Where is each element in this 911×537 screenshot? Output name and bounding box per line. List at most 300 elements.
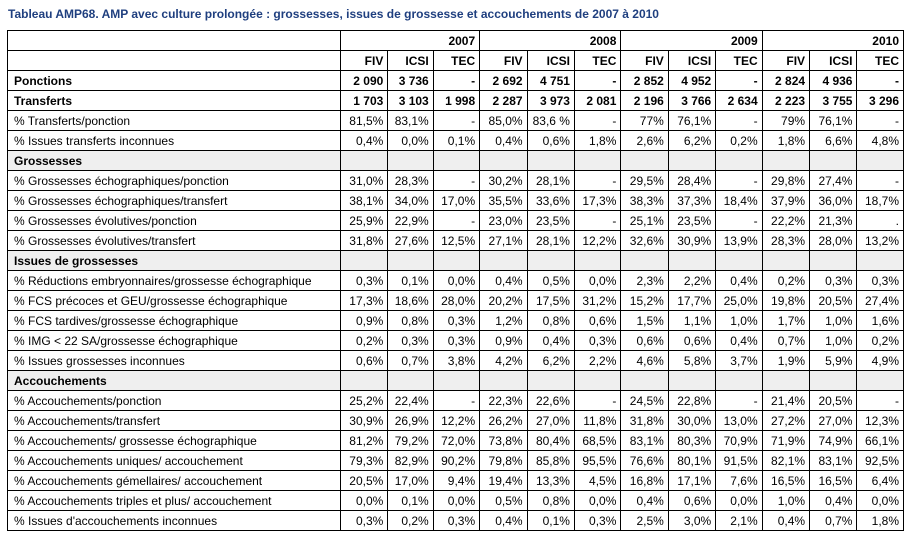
cell-value: - <box>716 391 762 411</box>
row-label: Grossesses <box>8 151 341 171</box>
cell-value: 80,4% <box>527 431 574 451</box>
cell-value: 15,2% <box>621 291 668 311</box>
table-row <box>8 291 904 311</box>
table-row <box>8 131 904 151</box>
technique-header-tec-2008: TEC <box>574 51 620 71</box>
cell-value: 4,5% <box>574 471 620 491</box>
cell-value: 74,9% <box>810 431 857 451</box>
cell-value: 13,9% <box>716 231 762 251</box>
cell-value: 4,9% <box>857 351 904 371</box>
cell-value: 27,2% <box>762 411 809 431</box>
cell-value: 3,7% <box>716 351 762 371</box>
cell-value: 2 634 <box>716 91 762 111</box>
cell-value: 28,3% <box>762 231 809 251</box>
cell-value: 83,1% <box>388 111 433 131</box>
cell-value: 16,5% <box>810 471 857 491</box>
header-corner-2 <box>8 51 341 71</box>
cell-value: 79,8% <box>480 451 527 471</box>
cell-value: 0,0% <box>433 491 479 511</box>
technique-header-fiv-2009: FIV <box>621 51 668 71</box>
cell-value: 80,3% <box>668 431 715 451</box>
section-row <box>8 151 904 171</box>
cell-value: 25,1% <box>621 211 668 231</box>
cell-value: 3 103 <box>388 91 433 111</box>
cell-value: 0,2% <box>716 131 762 151</box>
row-label: % Issues d'accouchements inconnues <box>8 511 341 531</box>
cell-value: 1,8% <box>857 511 904 531</box>
cell-value: 11,8% <box>574 411 620 431</box>
cell-value: - <box>857 111 904 131</box>
technique-header-icsi-2007: ICSI <box>388 51 433 71</box>
cell-value: 0,4% <box>716 271 762 291</box>
row-label: % Accouchements/ponction <box>8 391 341 411</box>
cell-value: 6,6% <box>810 131 857 151</box>
cell-value: 76,6% <box>621 451 668 471</box>
cell-value: 0,8% <box>388 311 433 331</box>
row-label: % Issues transferts inconnues <box>8 131 341 151</box>
cell-value: 31,2% <box>574 291 620 311</box>
cell-value: 28,1% <box>527 171 574 191</box>
row-label: % Grossesses évolutives/ponction <box>8 211 341 231</box>
cell-value: 0,4% <box>621 491 668 511</box>
cell-value <box>762 151 809 171</box>
cell-value: 1,7% <box>762 311 809 331</box>
technique-header-fiv-2010: FIV <box>762 51 809 71</box>
cell-value: 0,6% <box>527 131 574 151</box>
cell-value: 19,8% <box>762 291 809 311</box>
cell-value <box>480 371 527 391</box>
cell-value: 1,0% <box>810 311 857 331</box>
cell-value <box>857 371 904 391</box>
cell-value <box>810 371 857 391</box>
cell-value: 80,1% <box>668 451 715 471</box>
cell-value: 79,3% <box>340 451 387 471</box>
cell-value: 70,9% <box>716 431 762 451</box>
cell-value: - <box>716 111 762 131</box>
cell-value: 0,3% <box>433 511 479 531</box>
cell-value: 0,7% <box>388 351 433 371</box>
cell-value: 31,0% <box>340 171 387 191</box>
cell-value: 23,0% <box>480 211 527 231</box>
cell-value: 3,8% <box>433 351 479 371</box>
cell-value: 0,0% <box>857 491 904 511</box>
cell-value: - <box>857 171 904 191</box>
cell-value: 0,8% <box>527 311 574 331</box>
cell-value: 2 287 <box>480 91 527 111</box>
cell-value <box>668 371 715 391</box>
table-row <box>8 91 904 111</box>
cell-value <box>574 151 620 171</box>
cell-value: 0,4% <box>480 131 527 151</box>
cell-value: 0,3% <box>857 271 904 291</box>
cell-value: 82,1% <box>762 451 809 471</box>
table-row <box>8 411 904 431</box>
cell-value: - <box>716 171 762 191</box>
header-corner <box>8 31 341 51</box>
cell-value: 83,1% <box>810 451 857 471</box>
cell-value: 36,0% <box>810 191 857 211</box>
cell-value: 0,7% <box>762 331 809 351</box>
cell-value <box>810 251 857 271</box>
cell-value: 0,0% <box>574 271 620 291</box>
cell-value: 0,4% <box>340 131 387 151</box>
cell-value: 31,8% <box>340 231 387 251</box>
year-header-2008: 2008 <box>480 31 621 51</box>
table-row <box>8 331 904 351</box>
row-label: % Accouchements/ grossesse échographique <box>8 431 341 451</box>
year-header-row <box>8 31 904 51</box>
row-label: % Grossesses évolutives/transfert <box>8 231 341 251</box>
cell-value: 17,0% <box>388 471 433 491</box>
cell-value: 0,0% <box>388 131 433 151</box>
cell-value <box>388 151 433 171</box>
cell-value: 0,3% <box>574 511 620 531</box>
row-label: Issues de grossesses <box>8 251 341 271</box>
row-label: % Accouchements uniques/ accouchement <box>8 451 341 471</box>
cell-value: 22,8% <box>668 391 715 411</box>
cell-value <box>527 251 574 271</box>
cell-value: 0,5% <box>480 491 527 511</box>
cell-value: 0,3% <box>433 311 479 331</box>
cell-value: - <box>574 211 620 231</box>
table-row <box>8 471 904 491</box>
cell-value: 85,8% <box>527 451 574 471</box>
row-label: % Accouchements triples et plus/ accouchement <box>8 491 341 511</box>
cell-value: 3 755 <box>810 91 857 111</box>
cell-value: 27,6% <box>388 231 433 251</box>
year-header-2010: 2010 <box>762 31 903 51</box>
cell-value <box>527 371 574 391</box>
row-label: Accouchements <box>8 371 341 391</box>
cell-value: 79% <box>762 111 809 131</box>
cell-value: 22,2% <box>762 211 809 231</box>
year-header-2007: 2007 <box>340 31 479 51</box>
cell-value: 92,5% <box>857 451 904 471</box>
cell-value <box>621 371 668 391</box>
row-label: % Transferts/ponction <box>8 111 341 131</box>
cell-value: - <box>574 171 620 191</box>
cell-value <box>621 251 668 271</box>
technique-header-tec-2010: TEC <box>857 51 904 71</box>
cell-value: 27,1% <box>480 231 527 251</box>
cell-value <box>668 151 715 171</box>
technique-header-icsi-2008: ICSI <box>527 51 574 71</box>
cell-value <box>527 151 574 171</box>
cell-value: 22,3% <box>480 391 527 411</box>
table-row <box>8 311 904 331</box>
cell-value <box>716 371 762 391</box>
cell-value: 12,3% <box>857 411 904 431</box>
cell-value: 20,5% <box>810 291 857 311</box>
cell-value: 9,4% <box>433 471 479 491</box>
cell-value <box>480 151 527 171</box>
cell-value <box>810 151 857 171</box>
cell-value: 12,2% <box>574 231 620 251</box>
cell-value: 4 936 <box>810 71 857 91</box>
cell-value: 0,6% <box>574 311 620 331</box>
cell-value: 0,0% <box>340 491 387 511</box>
cell-value: 17,1% <box>668 471 715 491</box>
cell-value: 3 973 <box>527 91 574 111</box>
cell-value: 20,2% <box>480 291 527 311</box>
cell-value: 0,4% <box>527 331 574 351</box>
cell-value: 0,8% <box>527 491 574 511</box>
technique-header-tec-2009: TEC <box>716 51 762 71</box>
cell-value: 1,0% <box>762 491 809 511</box>
cell-value: 2 081 <box>574 91 620 111</box>
cell-value: 2,2% <box>574 351 620 371</box>
cell-value <box>668 251 715 271</box>
cell-value: 0,3% <box>340 271 387 291</box>
row-label: % Réductions embryonnaires/grossesse échographique <box>8 271 341 291</box>
cell-value: 17,3% <box>574 191 620 211</box>
table-row <box>8 391 904 411</box>
year-header-2009: 2009 <box>621 31 762 51</box>
technique-header-row <box>8 51 904 71</box>
cell-value: 25,0% <box>716 291 762 311</box>
cell-value: 28,4% <box>668 171 715 191</box>
cell-value: 4,6% <box>621 351 668 371</box>
cell-value: 27,0% <box>527 411 574 431</box>
cell-value: 16,5% <box>762 471 809 491</box>
row-label: % Accouchements gémellaires/ accouchement <box>8 471 341 491</box>
cell-value: 85,0% <box>480 111 527 131</box>
cell-value: 2 692 <box>480 71 527 91</box>
cell-value: - <box>574 71 620 91</box>
cell-value: 1,2% <box>480 311 527 331</box>
table-row <box>8 431 904 451</box>
cell-value: 2 090 <box>340 71 387 91</box>
cell-value: 12,5% <box>433 231 479 251</box>
cell-value: 1,8% <box>574 131 620 151</box>
cell-value <box>716 251 762 271</box>
cell-value: 35,5% <box>480 191 527 211</box>
cell-value: 0,9% <box>340 311 387 331</box>
cell-value: - <box>433 211 479 231</box>
technique-header-icsi-2009: ICSI <box>668 51 715 71</box>
cell-value: 76,1% <box>668 111 715 131</box>
cell-value: 0,4% <box>716 331 762 351</box>
cell-value: 0,3% <box>388 331 433 351</box>
cell-value: 1,9% <box>762 351 809 371</box>
cell-value: 0,6% <box>668 331 715 351</box>
cell-value: 21,4% <box>762 391 809 411</box>
cell-value: 71,9% <box>762 431 809 451</box>
cell-value: - <box>433 391 479 411</box>
cell-value <box>857 151 904 171</box>
cell-value: 37,9% <box>762 191 809 211</box>
cell-value: - <box>716 71 762 91</box>
cell-value: 23,5% <box>527 211 574 231</box>
cell-value <box>433 371 479 391</box>
cell-value: 13,3% <box>527 471 574 491</box>
cell-value: 26,9% <box>388 411 433 431</box>
cell-value: - <box>433 171 479 191</box>
cell-value: 25,2% <box>340 391 387 411</box>
cell-value: 0,4% <box>480 271 527 291</box>
table-row <box>8 171 904 191</box>
cell-value: 3 736 <box>388 71 433 91</box>
cell-value <box>433 151 479 171</box>
cell-value: 28,3% <box>388 171 433 191</box>
cell-value: 3 766 <box>668 91 715 111</box>
cell-value: 2,5% <box>621 511 668 531</box>
cell-value: . <box>857 211 904 231</box>
cell-value: 13,2% <box>857 231 904 251</box>
cell-value: 79,2% <box>388 431 433 451</box>
cell-value <box>433 251 479 271</box>
cell-value: 27,4% <box>810 171 857 191</box>
cell-value: 2,3% <box>621 271 668 291</box>
cell-value: 68,5% <box>574 431 620 451</box>
table-row <box>8 271 904 291</box>
cell-value: 2 824 <box>762 71 809 91</box>
cell-value: 38,1% <box>340 191 387 211</box>
cell-value: 0,6% <box>668 491 715 511</box>
cell-value: 22,6% <box>527 391 574 411</box>
cell-value: 3 296 <box>857 91 904 111</box>
cell-value: 17,0% <box>433 191 479 211</box>
cell-value: 0,3% <box>810 271 857 291</box>
cell-value: 0,1% <box>388 491 433 511</box>
table-row <box>8 451 904 471</box>
cell-value: 1 703 <box>340 91 387 111</box>
cell-value: 72,0% <box>433 431 479 451</box>
section-row <box>8 371 904 391</box>
cell-value: 0,3% <box>340 511 387 531</box>
cell-value: - <box>857 391 904 411</box>
cell-value: 0,3% <box>574 331 620 351</box>
cell-value: 1,0% <box>810 331 857 351</box>
cell-value: 0,4% <box>810 491 857 511</box>
cell-value: 18,7% <box>857 191 904 211</box>
cell-value: 81,5% <box>340 111 387 131</box>
cell-value: 30,0% <box>668 411 715 431</box>
cell-value <box>716 151 762 171</box>
cell-value: 0,9% <box>480 331 527 351</box>
cell-value: 6,2% <box>668 131 715 151</box>
table-row <box>8 231 904 251</box>
cell-value: 0,6% <box>340 351 387 371</box>
cell-value: 2,6% <box>621 131 668 151</box>
cell-value: 18,6% <box>388 291 433 311</box>
cell-value: 7,6% <box>716 471 762 491</box>
cell-value <box>388 371 433 391</box>
cell-value: 3,0% <box>668 511 715 531</box>
cell-value: 0,2% <box>857 331 904 351</box>
cell-value <box>762 371 809 391</box>
cell-value: 29,8% <box>762 171 809 191</box>
cell-value <box>574 371 620 391</box>
cell-value: 17,3% <box>340 291 387 311</box>
cell-value: - <box>716 211 762 231</box>
cell-value: 91,5% <box>716 451 762 471</box>
cell-value: 6,4% <box>857 471 904 491</box>
technique-header-icsi-2010: ICSI <box>810 51 857 71</box>
cell-value: 20,5% <box>340 471 387 491</box>
cell-value: 1,0% <box>716 311 762 331</box>
cell-value: 26,2% <box>480 411 527 431</box>
cell-value: 0,2% <box>388 511 433 531</box>
cell-value: 76,1% <box>810 111 857 131</box>
cell-value <box>388 251 433 271</box>
cell-value: 4,2% <box>480 351 527 371</box>
cell-value: 0,1% <box>388 271 433 291</box>
cell-value: 21,3% <box>810 211 857 231</box>
row-label: % Issues grossesses inconnues <box>8 351 341 371</box>
cell-value: 0,1% <box>527 511 574 531</box>
cell-value: - <box>574 111 620 131</box>
cell-value: 1,5% <box>621 311 668 331</box>
cell-value <box>621 151 668 171</box>
cell-value: 20,5% <box>810 391 857 411</box>
table-row <box>8 111 904 131</box>
cell-value: 13,0% <box>716 411 762 431</box>
cell-value: 1,1% <box>668 311 715 331</box>
cell-value <box>340 251 387 271</box>
cell-value: 0,0% <box>433 271 479 291</box>
cell-value: 33,6% <box>527 191 574 211</box>
cell-value: 29,5% <box>621 171 668 191</box>
cell-value: 38,3% <box>621 191 668 211</box>
cell-value: 83,6 % <box>527 111 574 131</box>
technique-header-fiv-2007: FIV <box>340 51 387 71</box>
table-row <box>8 211 904 231</box>
row-label: Transferts <box>8 91 341 111</box>
cell-value: 28,1% <box>527 231 574 251</box>
row-label: Ponctions <box>8 71 341 91</box>
cell-value: 27,0% <box>810 411 857 431</box>
section-row <box>8 251 904 271</box>
cell-value: 17,7% <box>668 291 715 311</box>
cell-value: - <box>433 111 479 131</box>
row-label: % FCS tardives/grossesse échographique <box>8 311 341 331</box>
cell-value: 2,1% <box>716 511 762 531</box>
cell-value: 30,9% <box>668 231 715 251</box>
cell-value <box>340 371 387 391</box>
cell-value: 22,9% <box>388 211 433 231</box>
cell-value: 0,5% <box>527 271 574 291</box>
cell-value: 73,8% <box>480 431 527 451</box>
row-label: % FCS précoces et GEU/grossesse échographique <box>8 291 341 311</box>
cell-value: 0,0% <box>716 491 762 511</box>
cell-value: 0,2% <box>762 271 809 291</box>
cell-value: 0,0% <box>574 491 620 511</box>
cell-value: 6,2% <box>527 351 574 371</box>
cell-value: 23,5% <box>668 211 715 231</box>
cell-value <box>762 251 809 271</box>
cell-value: 30,2% <box>480 171 527 191</box>
cell-value: 18,4% <box>716 191 762 211</box>
cell-value: 81,2% <box>340 431 387 451</box>
cell-value: 82,9% <box>388 451 433 471</box>
cell-value: 4 952 <box>668 71 715 91</box>
cell-value: 12,2% <box>433 411 479 431</box>
cell-value: 28,0% <box>433 291 479 311</box>
cell-value: 2,2% <box>668 271 715 291</box>
cell-value <box>574 251 620 271</box>
cell-value: - <box>857 71 904 91</box>
cell-value: 0,6% <box>621 331 668 351</box>
cell-value: 0,7% <box>810 511 857 531</box>
cell-value: 0,1% <box>433 131 479 151</box>
cell-value: 2 196 <box>621 91 668 111</box>
cell-value: 19,4% <box>480 471 527 491</box>
row-label: % Accouchements/transfert <box>8 411 341 431</box>
cell-value <box>340 151 387 171</box>
technique-header-tec-2007: TEC <box>433 51 479 71</box>
table-row <box>8 351 904 371</box>
